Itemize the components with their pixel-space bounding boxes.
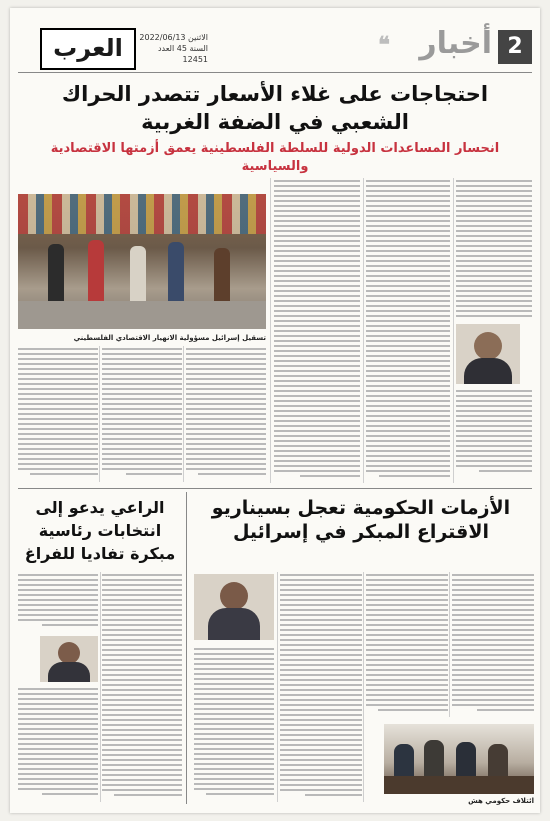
quote-mark-icon: ❝ bbox=[378, 32, 390, 58]
lead-subhead: انحسار المساعدات الدولية للسلطة الفلسطينية يعمق أزمتها الاقتصادية والسياسية bbox=[50, 141, 500, 174]
lead-headline: احتجاجات على غلاء الأسعار تتصدر الحراك الشعبي في الضفة الغربية bbox=[61, 82, 489, 134]
story3-column-2-bottom bbox=[18, 688, 98, 802]
column-rule bbox=[183, 346, 184, 482]
lead-photo-caption: تسقيل إسرائيل مسؤولية الانهيار الاقتصادي الفلسطيني bbox=[73, 334, 266, 342]
newspaper-logo: العرب bbox=[40, 28, 136, 70]
story2-photo-caption: ائتلاف حكومي هش bbox=[468, 797, 534, 805]
story2-headline: الأزمات الحكومية تعجل بسيناريو الاقتراع المبكر في إسرائيل bbox=[211, 497, 511, 543]
column-rule bbox=[363, 178, 364, 483]
story3-author-photo bbox=[40, 636, 98, 682]
story2-column-4 bbox=[194, 648, 274, 802]
story2-column-1 bbox=[452, 574, 534, 716]
column-rule bbox=[277, 572, 278, 802]
lead-column-2 bbox=[366, 180, 450, 480]
story2-photo bbox=[384, 724, 534, 794]
column-rule bbox=[453, 178, 454, 483]
story2-author-photo bbox=[194, 574, 274, 640]
lead-column-1-bottom bbox=[456, 390, 532, 480]
lead-column-1-top bbox=[456, 180, 532, 320]
masthead-rule bbox=[18, 72, 532, 73]
date-line-2: السنة 45 العدد 12451 bbox=[157, 44, 208, 64]
story3-column-2-top bbox=[18, 574, 98, 632]
page-number: 2 bbox=[498, 30, 532, 64]
story-divider bbox=[186, 492, 187, 804]
column-rule bbox=[99, 346, 100, 482]
section-divider bbox=[18, 488, 532, 489]
story3-headline: الراعي يدعو إلى انتخابات رئاسية مبكرة تفاديا للفراغ bbox=[24, 498, 176, 563]
section-title: أخبار bbox=[419, 26, 492, 61]
newspaper-page bbox=[10, 8, 540, 813]
story3-column-1 bbox=[102, 574, 182, 802]
lead-column-4 bbox=[186, 348, 266, 480]
lead-photo bbox=[18, 194, 266, 329]
column-rule bbox=[363, 572, 364, 802]
story2-column-2 bbox=[366, 574, 448, 716]
lead-column-6 bbox=[18, 348, 98, 480]
dateline bbox=[138, 32, 208, 65]
date-line-1: الاثنين 2022/06/13 bbox=[139, 33, 208, 42]
column-rule bbox=[270, 178, 271, 483]
column-rule bbox=[100, 572, 101, 802]
author-photo bbox=[456, 324, 520, 384]
story2-column-3 bbox=[280, 574, 362, 802]
column-rule bbox=[449, 572, 450, 717]
lead-column-3 bbox=[274, 180, 360, 480]
lead-column-5 bbox=[102, 348, 182, 480]
